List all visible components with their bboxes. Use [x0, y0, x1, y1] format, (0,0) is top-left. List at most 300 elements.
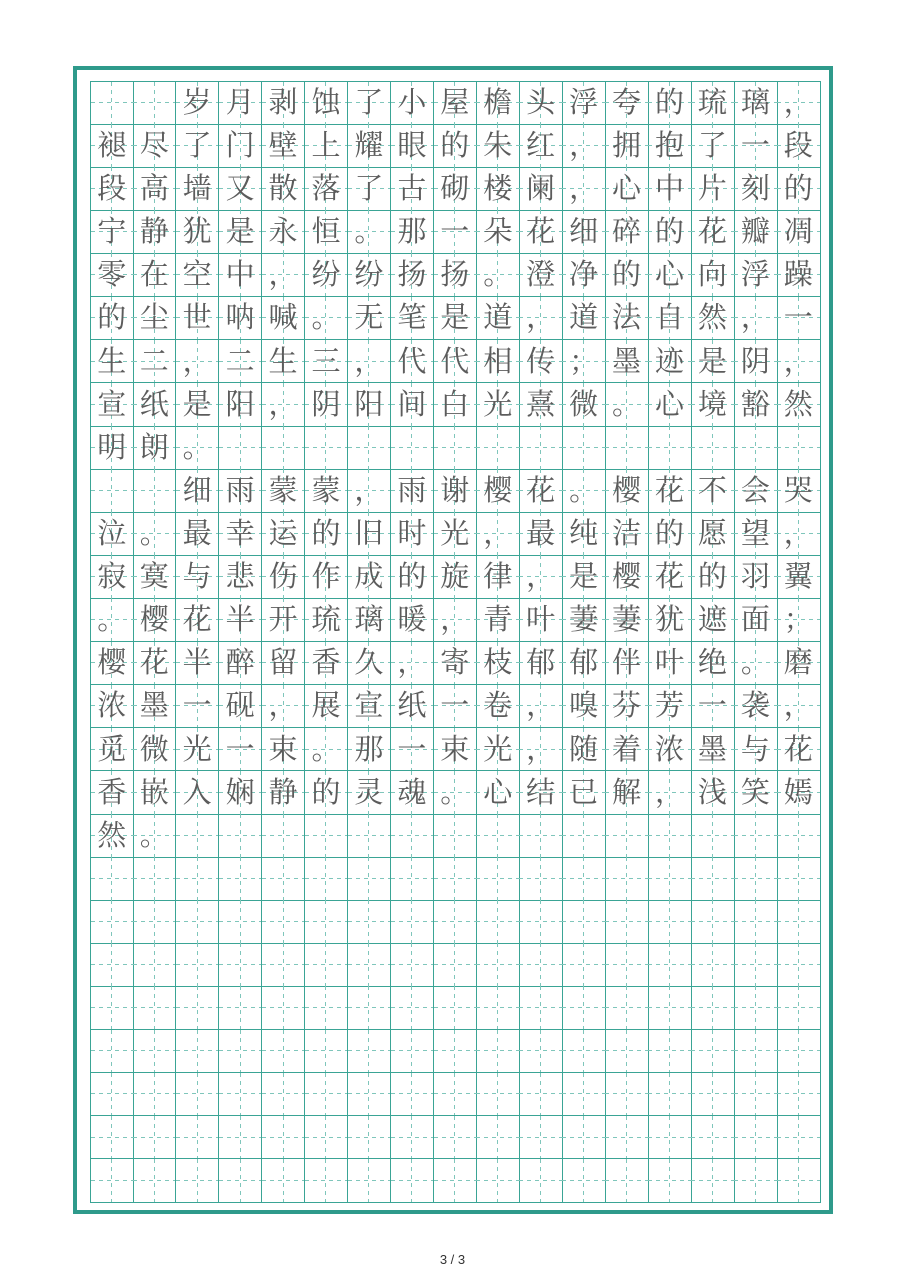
grid-cell	[262, 814, 306, 858]
grid-cell	[434, 81, 478, 125]
grid-cell	[476, 1159, 520, 1203]
grid-cell	[133, 943, 177, 987]
grid-character: 豁	[740, 386, 770, 421]
grid-character: 法	[612, 300, 642, 335]
grid-cell	[648, 340, 692, 384]
grid-character: 最	[526, 515, 556, 550]
grid-character: ，	[526, 559, 556, 594]
grid-character: 绝	[697, 645, 727, 680]
grid-character: 已	[569, 774, 599, 809]
grid-cell	[434, 1030, 478, 1074]
grid-character: 。	[440, 774, 470, 809]
grid-cell	[434, 900, 478, 944]
grid-cell	[391, 642, 435, 686]
grid-cell	[605, 814, 649, 858]
grid-cell	[691, 1030, 735, 1074]
grid-cell	[519, 383, 563, 427]
grid-cell	[176, 1073, 220, 1117]
grid-cell	[691, 814, 735, 858]
grid-character: 浓	[97, 688, 127, 723]
grid-character: 一	[440, 688, 470, 723]
grid-cell	[305, 426, 349, 470]
grid-character: 蚀	[311, 85, 341, 120]
grid-cell	[434, 124, 478, 168]
grid-character: 谢	[440, 472, 470, 507]
grid-cell	[562, 340, 606, 384]
grid-cell	[262, 857, 306, 901]
grid-cell	[605, 81, 649, 125]
grid-cell	[434, 857, 478, 901]
grid-cell	[391, 297, 435, 341]
grid-character: 的	[311, 515, 341, 550]
grid-character: 耀	[354, 127, 384, 162]
grid-cell	[219, 340, 263, 384]
grid-cell	[777, 81, 821, 125]
grid-cell	[519, 167, 563, 211]
grid-character: 与	[182, 559, 212, 594]
grid-cell	[562, 253, 606, 297]
grid-cell	[176, 814, 220, 858]
grid-cell	[219, 426, 263, 470]
grid-cell	[605, 771, 649, 815]
grid-character: 浓	[654, 731, 684, 766]
grid-character: ，	[569, 127, 599, 162]
grid-cell	[90, 1159, 134, 1203]
grid-character: 哭	[783, 472, 813, 507]
grid-character: ，	[526, 688, 556, 723]
grid-character: 静	[139, 214, 169, 249]
grid-cell	[777, 210, 821, 254]
grid-cell	[133, 1073, 177, 1117]
grid-character: 萋	[612, 602, 642, 637]
grid-cell	[219, 900, 263, 944]
grid-character: 宁	[97, 214, 127, 249]
grid-cell	[605, 340, 649, 384]
grid-cell	[176, 642, 220, 686]
grid-cell	[605, 857, 649, 901]
grid-cell	[133, 555, 177, 599]
grid-character: 了	[354, 85, 384, 120]
grid-cell	[391, 943, 435, 987]
grid-cell	[519, 81, 563, 125]
grid-character: 那	[354, 731, 384, 766]
grid-cell	[219, 598, 263, 642]
grid-character: 零	[97, 257, 127, 292]
grid-cell	[434, 1159, 478, 1203]
grid-cell	[777, 297, 821, 341]
grid-cell	[348, 986, 392, 1030]
grid-cell	[734, 986, 778, 1030]
grid-character: 卷	[483, 688, 513, 723]
grid-cell	[777, 512, 821, 556]
grid-character: 在	[139, 257, 169, 292]
grid-cell	[734, 642, 778, 686]
grid-character: 觅	[97, 731, 127, 766]
grid-cell	[777, 124, 821, 168]
grid-character: 一	[440, 214, 470, 249]
grid-cell	[476, 383, 520, 427]
grid-cell	[519, 642, 563, 686]
grid-character: ；	[783, 602, 813, 637]
grid-cell	[434, 512, 478, 556]
grid-character: 扬	[397, 257, 427, 292]
grid-cell	[691, 900, 735, 944]
grid-character: 一	[225, 731, 255, 766]
grid-cell	[648, 297, 692, 341]
grid-cell	[176, 297, 220, 341]
grid-character: 樱	[483, 472, 513, 507]
grid-cell	[305, 642, 349, 686]
grid-cell	[434, 1073, 478, 1117]
grid-cell	[519, 426, 563, 470]
grid-cell	[219, 943, 263, 987]
grid-character: ，	[740, 300, 770, 335]
grid-cell	[605, 642, 649, 686]
grid-character: 望	[740, 515, 770, 550]
grid-cell	[519, 124, 563, 168]
grid-cell	[219, 167, 263, 211]
grid-cell	[476, 1116, 520, 1160]
grid-cell	[90, 814, 134, 858]
grid-character: 嗅	[569, 688, 599, 723]
grid-cell	[90, 426, 134, 470]
grid-cell	[777, 685, 821, 729]
grid-cell	[176, 469, 220, 513]
grid-cell	[734, 167, 778, 211]
grid-cell	[605, 1073, 649, 1117]
grid-character: 蒙	[268, 472, 298, 507]
grid-character: 朗	[139, 429, 169, 464]
grid-cell	[476, 986, 520, 1030]
grid-cell	[519, 555, 563, 599]
grid-cell	[519, 814, 563, 858]
grid-cell	[476, 1073, 520, 1117]
grid-character: 心	[654, 257, 684, 292]
grid-cell	[348, 1159, 392, 1203]
grid-cell	[476, 81, 520, 125]
grid-cell	[691, 943, 735, 987]
grid-cell	[391, 1030, 435, 1074]
grid-cell	[348, 512, 392, 556]
grid-character: 。	[740, 645, 770, 680]
grid-cell	[219, 512, 263, 556]
grid-character: 阳	[354, 386, 384, 421]
grid-cell	[691, 81, 735, 125]
grid-cell	[605, 900, 649, 944]
grid-cell	[176, 426, 220, 470]
grid-cell	[90, 167, 134, 211]
grid-cell	[476, 598, 520, 642]
grid-cell	[133, 124, 177, 168]
grid-cell	[734, 426, 778, 470]
grid-cell	[219, 685, 263, 729]
grid-cell	[777, 1116, 821, 1160]
grid-cell	[691, 1116, 735, 1160]
grid-character: 半	[182, 645, 212, 680]
grid-cell	[90, 642, 134, 686]
grid-cell	[262, 124, 306, 168]
grid-cell	[391, 340, 435, 384]
grid-character: 笔	[397, 300, 427, 335]
grid-character: 花	[783, 731, 813, 766]
grid-cell	[562, 943, 606, 987]
grid-character: 。	[97, 602, 127, 637]
grid-cell	[777, 340, 821, 384]
grid-cell	[176, 555, 220, 599]
grid-cell	[305, 124, 349, 168]
grid-character: ，	[526, 300, 556, 335]
grid-cell	[519, 297, 563, 341]
grid-cell	[391, 728, 435, 772]
grid-cell	[262, 167, 306, 211]
grid-cell	[391, 210, 435, 254]
grid-character: 境	[697, 386, 727, 421]
grid-cell	[605, 512, 649, 556]
grid-cell	[519, 986, 563, 1030]
grid-cell	[476, 512, 520, 556]
grid-cell	[691, 986, 735, 1030]
grid-cell	[391, 900, 435, 944]
grid-cell	[648, 598, 692, 642]
grid-character: 浮	[569, 85, 599, 120]
grid-cell	[391, 167, 435, 211]
grid-character: 纷	[311, 257, 341, 292]
grid-cell	[476, 943, 520, 987]
grid-character: 然	[697, 300, 727, 335]
grid-cell	[562, 642, 606, 686]
grid-cell	[90, 253, 134, 297]
grid-cell	[519, 210, 563, 254]
grid-character: 又	[225, 171, 255, 206]
grid-character: 花	[697, 214, 727, 249]
grid-character: 愿	[697, 515, 727, 550]
grid-character: 褪	[97, 127, 127, 162]
grid-cell	[734, 857, 778, 901]
grid-cell	[434, 297, 478, 341]
grid-character: 寞	[139, 559, 169, 594]
grid-cell	[434, 253, 478, 297]
grid-character: 夸	[612, 85, 642, 120]
grid-cell	[734, 555, 778, 599]
grid-character: 伤	[268, 559, 298, 594]
grid-cell	[519, 771, 563, 815]
grid-cell	[476, 728, 520, 772]
grid-character: 寄	[440, 645, 470, 680]
grid-character: 。	[354, 214, 384, 249]
grid-character: 世	[182, 300, 212, 335]
grid-character: 代	[397, 343, 427, 378]
grid-cell	[90, 81, 134, 125]
grid-cell	[348, 814, 392, 858]
grid-character: 喊	[268, 300, 298, 335]
grid-cell	[562, 728, 606, 772]
grid-character: 扬	[440, 257, 470, 292]
grid-cell	[734, 210, 778, 254]
grid-character: 代	[440, 343, 470, 378]
grid-cell	[777, 1159, 821, 1203]
grid-character: 传	[526, 343, 556, 378]
grid-cell	[90, 900, 134, 944]
grid-cell	[219, 81, 263, 125]
grid-cell	[691, 469, 735, 513]
grid-character: 是	[569, 559, 599, 594]
grid-character: 花	[654, 559, 684, 594]
grid-cell	[90, 512, 134, 556]
grid-cell	[348, 1030, 392, 1074]
grid-cell	[348, 728, 392, 772]
grid-character: 的	[311, 774, 341, 809]
grid-character: 。	[139, 515, 169, 550]
grid-cell	[133, 297, 177, 341]
grid-cell	[219, 1030, 263, 1074]
grid-cell	[734, 253, 778, 297]
grid-cell	[262, 210, 306, 254]
grid-character: 郁	[569, 645, 599, 680]
grid-character: 开	[268, 602, 298, 637]
grid-character: 眼	[397, 127, 427, 162]
grid-cell	[562, 814, 606, 858]
grid-character: 壁	[268, 127, 298, 162]
grid-cell	[133, 814, 177, 858]
grid-character: 永	[268, 214, 298, 249]
grid-character: ，	[783, 515, 813, 550]
grid-cell	[562, 598, 606, 642]
grid-cell	[305, 943, 349, 987]
grid-cell	[391, 253, 435, 297]
grid-cell	[348, 253, 392, 297]
grid-cell	[348, 81, 392, 125]
grid-character: 道	[483, 300, 513, 335]
grid-character: 拥	[612, 127, 642, 162]
grid-cell	[519, 1073, 563, 1117]
grid-cell	[434, 210, 478, 254]
grid-character: 樱	[612, 472, 642, 507]
grid-cell	[734, 598, 778, 642]
grid-character: 萋	[569, 602, 599, 637]
grid-cell	[691, 771, 735, 815]
grid-character: ，	[526, 731, 556, 766]
grid-character: 束	[268, 731, 298, 766]
grid-cell	[305, 81, 349, 125]
grid-character: 魂	[397, 774, 427, 809]
grid-cell	[648, 685, 692, 729]
grid-character: 间	[397, 386, 427, 421]
grid-cell	[519, 512, 563, 556]
grid-cell	[648, 814, 692, 858]
grid-character: 岁	[182, 85, 212, 120]
grid-cell	[648, 167, 692, 211]
grid-character: ，	[397, 645, 427, 680]
grid-cell	[562, 383, 606, 427]
grid-cell	[391, 598, 435, 642]
grid-character: 中	[654, 171, 684, 206]
grid-character: 明	[97, 429, 127, 464]
grid-character: 纸	[139, 386, 169, 421]
grid-cell	[348, 210, 392, 254]
grid-cell	[562, 512, 606, 556]
grid-cell	[605, 253, 649, 297]
grid-cell	[305, 253, 349, 297]
grid-cell	[262, 1030, 306, 1074]
grid-cell	[648, 728, 692, 772]
grid-cell	[133, 598, 177, 642]
grid-cell	[90, 1030, 134, 1074]
grid-cell	[133, 1030, 177, 1074]
grid-cell	[562, 210, 606, 254]
grid-character: 展	[311, 688, 341, 723]
grid-cell	[734, 1159, 778, 1203]
grid-character: 运	[268, 515, 298, 550]
grid-character: ，	[783, 85, 813, 120]
grid-character: 袭	[740, 688, 770, 723]
grid-cell	[176, 1159, 220, 1203]
grid-cell	[90, 469, 134, 513]
grid-cell	[562, 685, 606, 729]
grid-cell	[691, 555, 735, 599]
grid-character: 然	[783, 386, 813, 421]
grid-character: 随	[569, 731, 599, 766]
grid-character: 朱	[483, 127, 513, 162]
grid-character: 生	[268, 343, 298, 378]
grid-character: 宣	[97, 386, 127, 421]
grid-cell	[348, 1116, 392, 1160]
grid-cell	[262, 512, 306, 556]
grid-cell	[476, 642, 520, 686]
grid-character: 是	[697, 343, 727, 378]
grid-character: 的	[440, 127, 470, 162]
grid-character: 的	[654, 85, 684, 120]
grid-character: 璃	[354, 602, 384, 637]
grid-character: 尘	[139, 300, 169, 335]
grid-cell	[133, 210, 177, 254]
grid-cell	[648, 555, 692, 599]
grid-cell	[519, 728, 563, 772]
grid-cell	[605, 210, 649, 254]
grid-cell	[176, 253, 220, 297]
grid-cell	[176, 685, 220, 729]
grid-cell	[476, 900, 520, 944]
grid-character: 道	[569, 300, 599, 335]
grid-character: 澄	[526, 257, 556, 292]
grid-character: 留	[268, 645, 298, 680]
grid-cell	[176, 943, 220, 987]
grid-cell	[691, 167, 735, 211]
grid-cell	[133, 81, 177, 125]
grid-cell	[562, 469, 606, 513]
grid-character: 的	[654, 515, 684, 550]
grid-cell	[476, 814, 520, 858]
grid-cell	[176, 210, 220, 254]
grid-cell	[391, 857, 435, 901]
grid-character: 一	[697, 688, 727, 723]
grid-character: 墨	[697, 731, 727, 766]
grid-character: 宣	[354, 688, 384, 723]
grid-cell	[348, 124, 392, 168]
grid-cell	[734, 771, 778, 815]
grid-character: 二	[139, 343, 169, 378]
grid-character: 花	[526, 214, 556, 249]
grid-character: 遮	[697, 602, 727, 637]
grid-character: 洁	[612, 515, 642, 550]
grid-character: 了	[182, 127, 212, 162]
grid-cell	[262, 1073, 306, 1117]
grid-cell	[648, 124, 692, 168]
grid-cell	[219, 253, 263, 297]
grid-cell	[262, 81, 306, 125]
grid-character: 嫣	[783, 774, 813, 809]
grid-character: 的	[783, 171, 813, 206]
grid-cell	[734, 1116, 778, 1160]
